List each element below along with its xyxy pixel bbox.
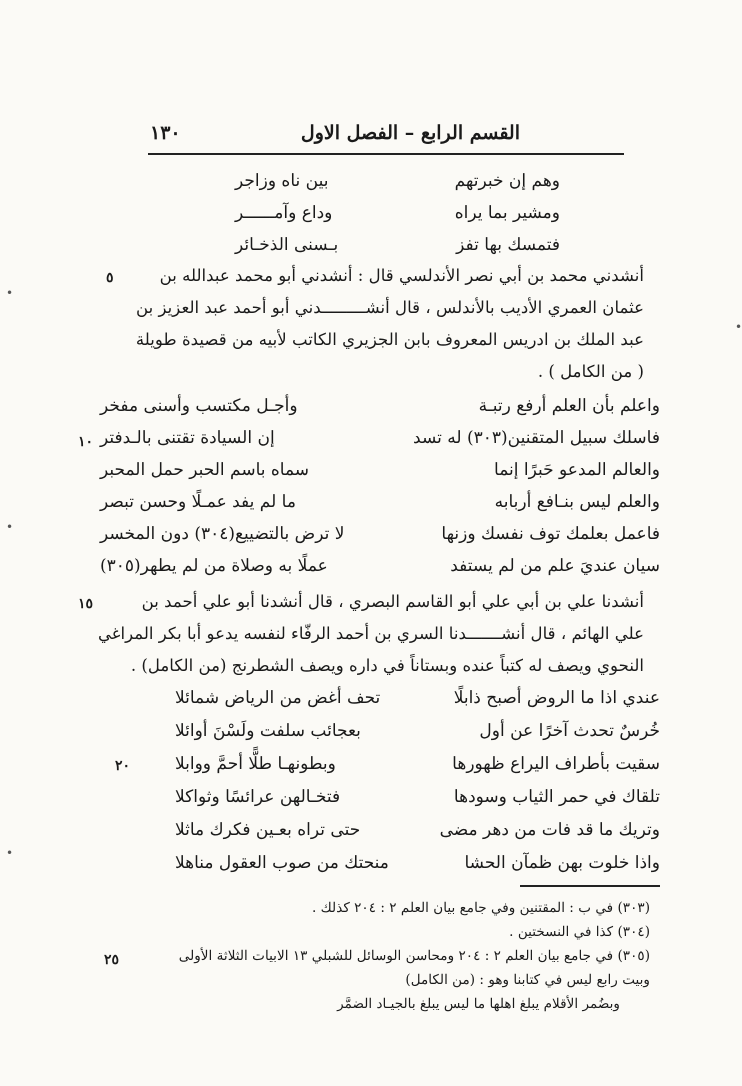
hemistich-left: تحف أغض من الرياض شمائلا: [175, 688, 381, 708]
couplet: [175, 820, 660, 850]
hemistich-left: فتخـالهن عرائسًا وثواكلا: [175, 787, 341, 807]
footnote: (٣٠٥) في جامع بيان العلم ٢ : ٢٠٤ ومحاسن الوسائل للشبلي ١٣ الابيات الثلاثة الأولى: [178, 948, 650, 964]
header-rule: [148, 153, 624, 155]
scan-mark: •: [6, 520, 14, 534]
couplet: [100, 492, 660, 522]
hemistich-left: لا ترض بالتضييع(٣٠٤) دون المخسر: [100, 524, 345, 544]
footnote: وبيت رابع ليس في كتابنا وهو : (من الكامل): [405, 972, 650, 988]
footnote-rule: [520, 885, 660, 887]
margin-line-number: ١٥: [78, 596, 94, 612]
hemistich-right: تلقاك في حمر الثياب وسودها: [453, 787, 660, 807]
prose-line: أنشدنا علي بن أبي علي أبو القاسم البصري ، قال أنشدنا أبو علي أحمد بن: [141, 592, 644, 611]
couplet: [100, 460, 660, 490]
page-number: ١٣٠: [150, 122, 181, 144]
scan-mark: •: [735, 320, 742, 334]
hemistich-left: ما لم يفد عمـلًا وحسن تبصر: [100, 492, 296, 512]
chapter-title: القسم الرابع – الفصل الاول: [300, 122, 520, 144]
hemistich-right: واعلم بأن العلم أرفع رتبـة: [478, 396, 660, 416]
prose-line: عبد الملك بن ادريس المعروف بابن الجزيري الكاتب لأبيه من قصيدة طويلة: [135, 330, 644, 349]
hemistich-left: بين ناه وزاجر: [235, 171, 329, 191]
hemistich-right: ومشير بما يراه: [454, 203, 560, 223]
hemistich-right: فاسلك سبيل المتقنين(٣٠٣) له تسد: [413, 428, 660, 448]
hemistich-right: عندي اذا ما الروض أصبح ذابلًا: [453, 688, 660, 708]
hemistich-right: سيان عنديَ علم من لم يستفد: [450, 556, 660, 576]
couplet: [100, 556, 660, 586]
prose-line: ( من الكامل ) .: [537, 362, 644, 381]
couplet: [100, 396, 660, 426]
footnote-verse: وبضُمر الأقلام يبلغ اهلها ما ليس يبلغ بالجيـاد الضمَّر: [337, 996, 620, 1012]
couplet: [175, 754, 660, 784]
couplet: [100, 428, 660, 458]
hemistich-left: منحتك من صوب العقول مناهلا: [175, 853, 389, 873]
prose-line: أنشدني محمد بن أبي نصر الأندلسي قال : أنشدني أبو محمد عبدالله بن: [159, 266, 644, 285]
couplet: [175, 688, 660, 718]
scan-mark: •: [6, 286, 14, 300]
margin-line-number: ٢٠: [115, 758, 131, 774]
hemistich-left: وبطونهـا طلًّا أحمَّ ووابلا: [175, 754, 336, 774]
couplet: [235, 235, 560, 265]
hemistich-right: فاعمل بعلمك توف نفسك وزنها: [441, 524, 660, 544]
margin-line-number: ٥: [106, 270, 114, 286]
hemistich-right: والعلم ليس بنـافع أربابه: [494, 492, 660, 512]
hemistich-right: واذا خلوت بهن ظمآن الحشا: [464, 853, 660, 873]
prose-line: علي الهائم ، قال أنشـــــــدنا السري بن أحمد الرفّاء لنفسه يدعو أبا بكر المراغي: [97, 624, 644, 643]
hemistich-right: خُرسٌ تحدث آخرًا عن أول: [479, 721, 660, 741]
couplet: [235, 203, 560, 233]
hemistich-right: وتريك ما قد فات من دهر مضى: [439, 820, 660, 840]
footnote: (٣٠٤) كذا في النسختين .: [509, 924, 650, 940]
hemistich-right: سقيت بأطراف اليراع ظهورها: [452, 754, 660, 774]
hemistich-left: سماه باسم الحبر حمل المحبر: [100, 460, 310, 480]
margin-line-number: ١٠: [78, 434, 94, 450]
prose-line: النحوي ويصف له كتباً عنده وبستاناً في داره ويصف الشطرنج (من الكامل) .: [130, 656, 644, 675]
couplet: [175, 721, 660, 751]
hemistich-left: وأجـل مكتسب وأسنى مفخر: [100, 396, 298, 416]
hemistich-left: عملًا به وصلاة من لم يطهر(٣٠٥): [100, 556, 328, 576]
hemistich-right: فتمسك بها تفز: [456, 235, 560, 255]
margin-line-number: ٢٥: [104, 952, 120, 968]
couplet: [175, 853, 660, 883]
hemistich-right: وهم إن خبرتهم: [454, 171, 560, 191]
hemistich-right: والعالم المدعو حَبرًا إنما: [494, 460, 660, 480]
hemistich-left: وداع وآمــــــر: [235, 203, 333, 223]
hemistich-left: بـسنى الذخـائر: [235, 235, 339, 255]
hemistich-left: بعجائب سلفت ولَسْنَ أوائلا: [175, 721, 361, 741]
footnote: (٣٠٣) في ب : المقتنين وفي جامع بيان العلم ٢ : ٢٠٤ كذلك .: [311, 900, 650, 916]
prose-line: عثمان العمري الأديب بالأندلس ، قال أنشـــــــــدني أبو أحمد عبد العزيز بن: [135, 298, 644, 317]
couplet: [235, 171, 560, 201]
hemistich-left: حتى تراه بعـين فكرك ماثلا: [175, 820, 361, 840]
scan-mark: •: [6, 846, 14, 860]
hemistich-left: إن السيادة تقتنى بالـدفتر: [100, 428, 275, 448]
couplet: [175, 787, 660, 817]
couplet: [100, 524, 660, 554]
